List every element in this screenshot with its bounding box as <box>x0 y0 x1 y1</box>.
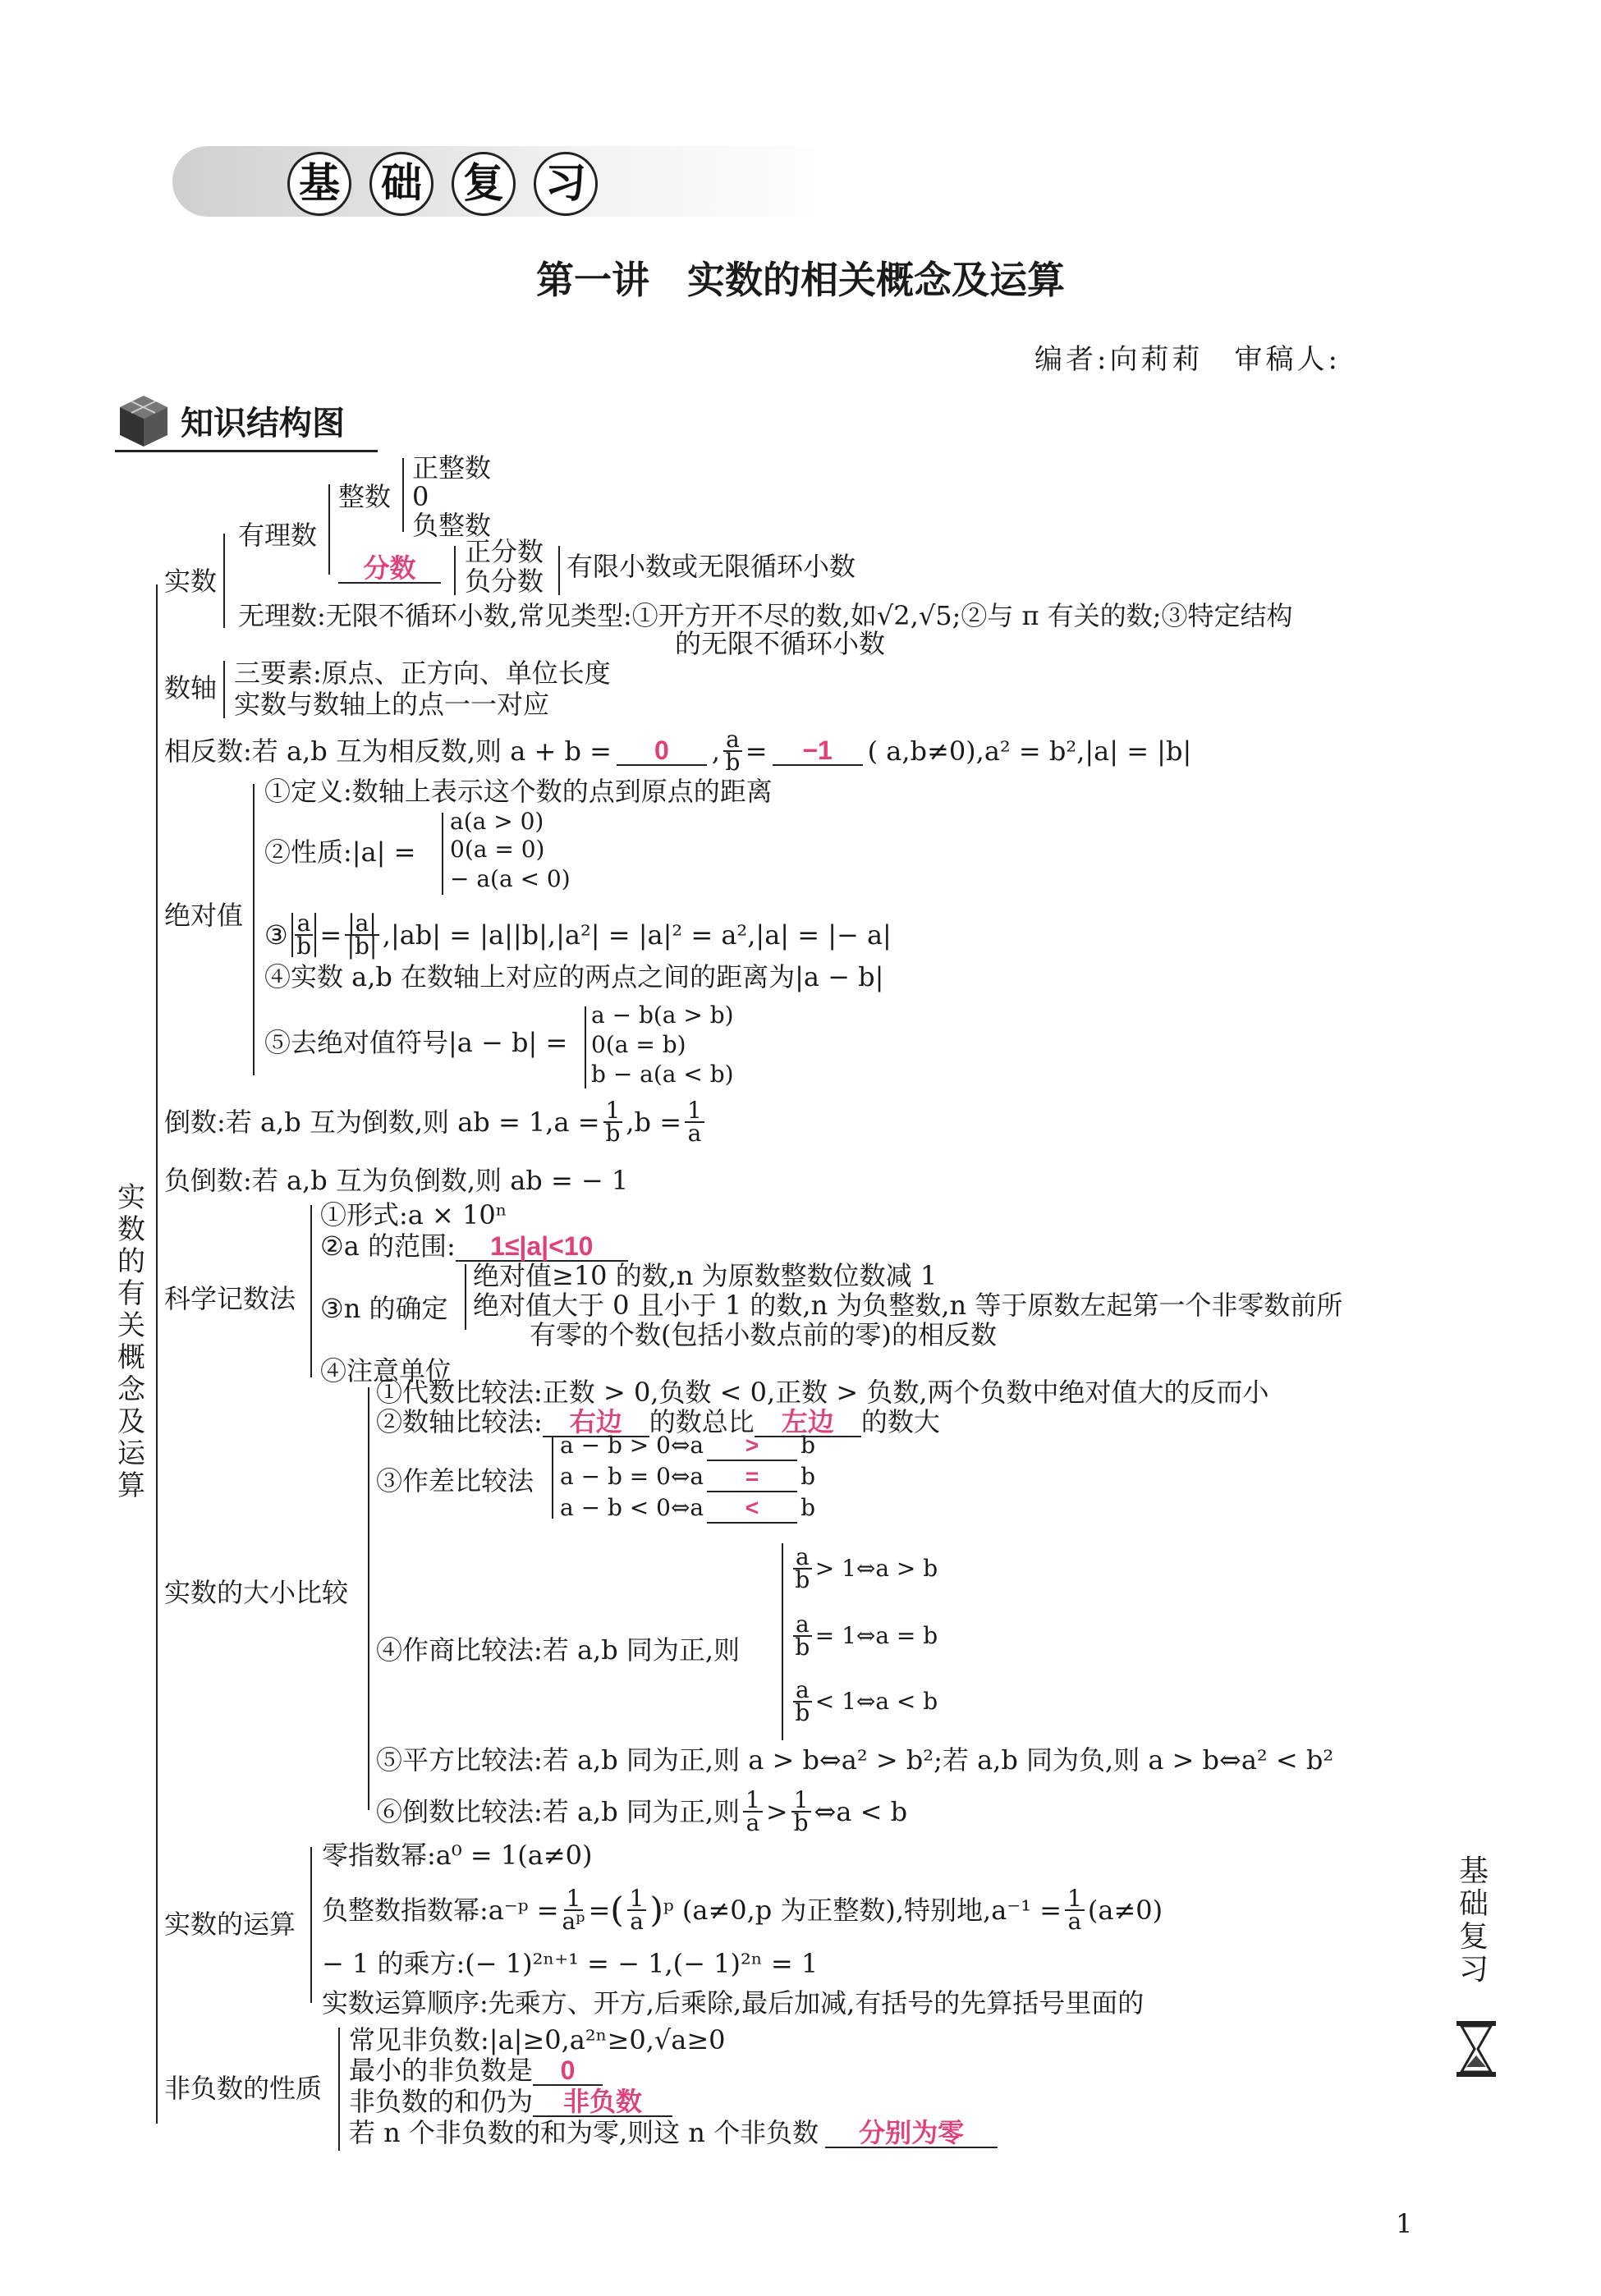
brace <box>253 784 255 1075</box>
brace <box>310 1205 312 1377</box>
abs-item3-rest: ,|ab| = |a||b|,|a²| = |a|² = a²,|a| = |− a| <box>382 919 892 951</box>
frac-den: b <box>605 1120 621 1147</box>
nonneg-zero-text: 若 n 个非负数的和为零,则这 n 个非负数 <box>349 2117 819 2148</box>
brace <box>558 546 560 595</box>
frac-den: a <box>1067 1908 1082 1935</box>
sci-form: ①形式:a × 10ⁿ <box>320 1199 507 1230</box>
abs-case: 0(a = 0) <box>450 836 545 863</box>
fraction-item: 正分数 <box>465 536 544 567</box>
cube-icon <box>115 392 172 450</box>
diff-rhs: b <box>800 1494 816 1521</box>
compare-recip-text: ⑥倒数比较法:若 a,b 同为正,则 <box>376 1796 741 1827</box>
answer-blank: −1 <box>773 736 863 766</box>
fraction-note: 有限小数或无限循环小数 <box>567 551 856 582</box>
brace <box>223 534 225 628</box>
sci-n-item: 绝对值大于 0 且小于 1 的数,n 为负整数,n 等于原数左起第一个非零数前所 <box>473 1290 1343 1321</box>
axis-label: 数轴 <box>164 672 218 703</box>
answer-blank: > <box>707 1432 797 1461</box>
abs-item3 <box>264 910 892 960</box>
integer-item: 正整数 <box>412 452 492 483</box>
equals: = <box>745 736 768 767</box>
answer-blank: 分数 <box>338 554 441 584</box>
ops-label: 实数的运算 <box>164 1909 296 1940</box>
brace <box>328 484 330 575</box>
ops-neg: 负整数指数幂:a⁻ᵖ = $\frac{1}{\text{aᵖ}}$ = ( $\frac{1}{a}$ ) ᵖ (a≠0,p 为正整数),特别地,a⁻¹ = $\frac{1}{a}$ (a≠0) <box>322 1885 1163 1935</box>
frac-num: a <box>793 1547 812 1570</box>
frac-num: a <box>723 729 742 752</box>
opposite-row: 相反数:若 a,b 互为相反数,则 a + b = 0 , $\frac{a}{b}$ = −1 ( a,b≠0),a² = b²,|a| = |b| <box>164 726 1192 776</box>
quot-text: > 1⇔a > b <box>814 1555 938 1582</box>
irrational-text-cont: 的无限不循环小数 <box>675 628 886 659</box>
header-banner <box>172 146 846 217</box>
sci-label: 科学记数法 <box>164 1283 296 1314</box>
ops-order: 实数运算顺序:先乘方、开方,后乘除,最后加减,有括号的先算括号里面的 <box>322 1987 1145 2019</box>
brace <box>454 546 456 595</box>
compare-axis-c: 的数大 <box>860 1406 940 1437</box>
frac-num: a <box>295 913 314 936</box>
neg-reciprocal: 负倒数:若 a,b 互为负倒数,则 ab = − 1 <box>164 1165 629 1196</box>
rational-label: 有理数 <box>238 520 318 551</box>
compare-label: 实数的大小比较 <box>164 1577 349 1608</box>
ops-zero: 零指数幂:a⁰ = 1(a≠0) <box>322 1840 593 1871</box>
frac-den: b <box>296 933 311 960</box>
abs-def: ①定义:数轴上表示这个数的点到原点的距离 <box>264 776 773 807</box>
diff-row <box>560 1432 815 1461</box>
editors-line: 编者:向莉莉 审稿人: <box>1034 343 1341 376</box>
brace <box>465 1264 466 1330</box>
diff-row <box>560 1494 815 1524</box>
answer-blank: 左边 <box>755 1408 861 1437</box>
frac-num: 1 <box>685 1100 704 1123</box>
answer-blank: < <box>707 1494 797 1524</box>
equals: = <box>588 1895 611 1926</box>
banner-char: 复 <box>452 152 516 216</box>
brace <box>310 1847 312 2003</box>
ops-neg-rest: ᵖ (a≠0,p 为正整数),特别地,a⁻¹ = <box>663 1895 1062 1926</box>
page-number: 1 <box>1396 2208 1413 2239</box>
section-title: 知识结构图 <box>181 405 345 442</box>
abs-case: a(a > 0) <box>450 808 544 835</box>
fraction-item: 负分数 <box>465 566 544 597</box>
abs5-case: b − a(a < b) <box>591 1061 734 1088</box>
axis-item: 三要素:原点、正方向、单位长度 <box>234 658 611 689</box>
compare-axis-b: 的数总比 <box>649 1406 755 1437</box>
opposite-suffix: ( a,b≠0),a² = b²,|a| = |b| <box>867 736 1192 767</box>
diff-lhs: a − b < 0⇔a <box>560 1494 704 1521</box>
item-marker: ③ <box>264 919 288 951</box>
page-title: 第一讲 实数的相关概念及运算 <box>536 258 1065 302</box>
side-tab: 基础复习 <box>1458 1854 1489 1987</box>
hourglass-icon <box>1455 2019 1498 2078</box>
frac-num: 1 <box>564 1888 584 1911</box>
answer-blank: 右边 <box>543 1408 649 1437</box>
answer-blank: 非负数 <box>533 2087 672 2117</box>
answer-blank: 分别为零 <box>825 2119 998 2148</box>
opposite-prefix: 相反数:若 a,b 互为相反数,则 a + b = <box>164 736 612 767</box>
frac-num: 1 <box>603 1100 623 1123</box>
abs5-case: 0(a = b) <box>591 1031 686 1058</box>
compare-alg: ①代数比较法:正数 > 0,负数 < 0,正数 > 负数,两个负数中绝对值大的反而小 <box>376 1377 1269 1408</box>
frac-den: b <box>795 1566 810 1593</box>
reciprocal-mid: ,b = <box>626 1107 681 1138</box>
sci-n-label: ③n 的确定 <box>320 1293 448 1324</box>
brace <box>585 1006 586 1088</box>
frac-den: aᵖ <box>562 1908 585 1935</box>
brace <box>552 1437 553 1519</box>
integer-label: 整数 <box>338 481 392 512</box>
quot-row <box>790 1676 938 1726</box>
root-brace <box>156 584 158 2124</box>
reciprocal-row <box>164 1097 708 1147</box>
real-label: 实数 <box>164 566 218 597</box>
abs-case: − a(a < 0) <box>450 865 571 892</box>
sci-n-item: 绝对值≥10 的数,n 为原数整数位数减 1 <box>473 1260 938 1291</box>
frac-num: 1 <box>627 1888 647 1911</box>
frac-num: a <box>793 1680 812 1703</box>
nonneg-min <box>349 2054 603 2087</box>
nonneg-min-text: 最小的非负数是 <box>349 2055 534 2086</box>
greater-sign: > <box>765 1796 788 1827</box>
diff-lhs: a − b = 0⇔a <box>560 1463 704 1490</box>
sci-n-item: 有零的个数(包括小数点前的零)的相反数 <box>530 1319 997 1350</box>
nonneg-label: 非负数的性质 <box>164 2073 323 2104</box>
diff-lhs: a − b > 0⇔a <box>560 1432 704 1459</box>
section-underline <box>115 450 378 452</box>
quot-text: < 1⇔a < b <box>814 1688 938 1715</box>
frac-den: a <box>687 1120 702 1147</box>
brace <box>442 813 443 895</box>
ops-neg-end: (a≠0) <box>1087 1895 1163 1926</box>
diff-rhs: b <box>800 1432 816 1459</box>
banner-char: 础 <box>369 152 434 216</box>
frac-den: b <box>793 1809 809 1836</box>
abs-prop: ②性质:|a| = <box>264 836 416 868</box>
compare-axis-a: ②数轴比较法: <box>376 1406 543 1437</box>
compare-recip-end: ⇔a < b <box>814 1796 908 1827</box>
reciprocal-text: 倒数:若 a,b 互为倒数,则 ab = 1,a = <box>164 1107 600 1138</box>
frac-num: 1 <box>1065 1888 1085 1911</box>
answer-blank: 0 <box>533 2056 603 2086</box>
irrational-text: 无理数:无限不循环小数,常见类型:①开方开不尽的数,如√2,√5;②与 π 有关的数;③特定结构 <box>238 600 1293 631</box>
brace <box>402 458 404 532</box>
answer-blank: = <box>707 1463 797 1492</box>
answer-blank: 0 <box>617 736 707 766</box>
sci-unit: ④注意单位 <box>320 1355 452 1386</box>
frac-num: 1 <box>743 1790 763 1813</box>
nonneg-zero <box>349 2116 998 2149</box>
frac-den: b <box>795 1699 810 1726</box>
abs-item5: ⑤去绝对值符号|a − b| = <box>264 1027 568 1058</box>
nonneg-sum-text: 非负数的和仍为 <box>349 2086 534 2117</box>
ops-neg-text: 负整数指数幂:a⁻ᵖ = <box>322 1895 559 1926</box>
integer-item: 0 <box>412 481 429 512</box>
integer-item: 负整数 <box>412 510 492 541</box>
ops-minus-one: − 1 的乘方:(− 1)²ⁿ⁺¹ = − 1,(− 1)²ⁿ = 1 <box>322 1948 819 1979</box>
brace <box>368 1387 369 1810</box>
abs-label: 绝对值 <box>164 900 244 931</box>
nonneg-common: 常见非负数:|a|≥0,a²ⁿ≥0,√a≥0 <box>349 2024 726 2055</box>
answer-blank: 1≤|a|<10 <box>456 1232 628 1262</box>
frac-num: a <box>793 1614 812 1637</box>
nonneg-sum <box>349 2085 672 2118</box>
quot-row <box>790 1611 938 1661</box>
sci-range <box>320 1230 628 1263</box>
sci-range-label: ②a 的范围: <box>320 1230 456 1262</box>
brace <box>223 661 225 718</box>
abs5-case: a − b(a > b) <box>591 1001 734 1029</box>
banner-char: 习 <box>534 152 598 216</box>
frac-den: a <box>630 1908 644 1935</box>
vertical-root-title: 实数的有关概念及运算 <box>117 1181 145 1502</box>
abs-item4: ④实数 a,b 在数轴上对应的两点之间的距离为|a − b| <box>264 961 884 992</box>
diff-row <box>560 1463 815 1492</box>
brace <box>338 2028 340 2151</box>
compare-square: ⑤平方比较法:若 a,b 同为正,则 a > b⇔a² > b²;若 a,b 同为负,则 a > b⇔a² < b² <box>376 1744 1334 1776</box>
quot-row <box>790 1543 938 1593</box>
frac-den: b <box>725 749 741 776</box>
frac-den: |b| <box>346 933 378 960</box>
axis-item: 实数与数轴上的点一一对应 <box>234 689 550 720</box>
diff-rhs: b <box>800 1463 816 1490</box>
compare-recip <box>376 1786 908 1836</box>
equals: = <box>319 919 342 951</box>
compare-quot: ④作商比较法:若 a,b 同为正,则 <box>376 1634 741 1666</box>
frac-den: b <box>795 1634 810 1661</box>
banner-char: 基 <box>287 152 351 216</box>
frac-num: |a| <box>345 913 379 936</box>
brace <box>782 1543 783 1740</box>
frac-den: a <box>745 1809 760 1836</box>
frac-num: 1 <box>791 1790 811 1813</box>
quot-text: = 1⇔a = b <box>814 1622 938 1649</box>
compare-diff: ③作差比较法 <box>376 1465 534 1496</box>
